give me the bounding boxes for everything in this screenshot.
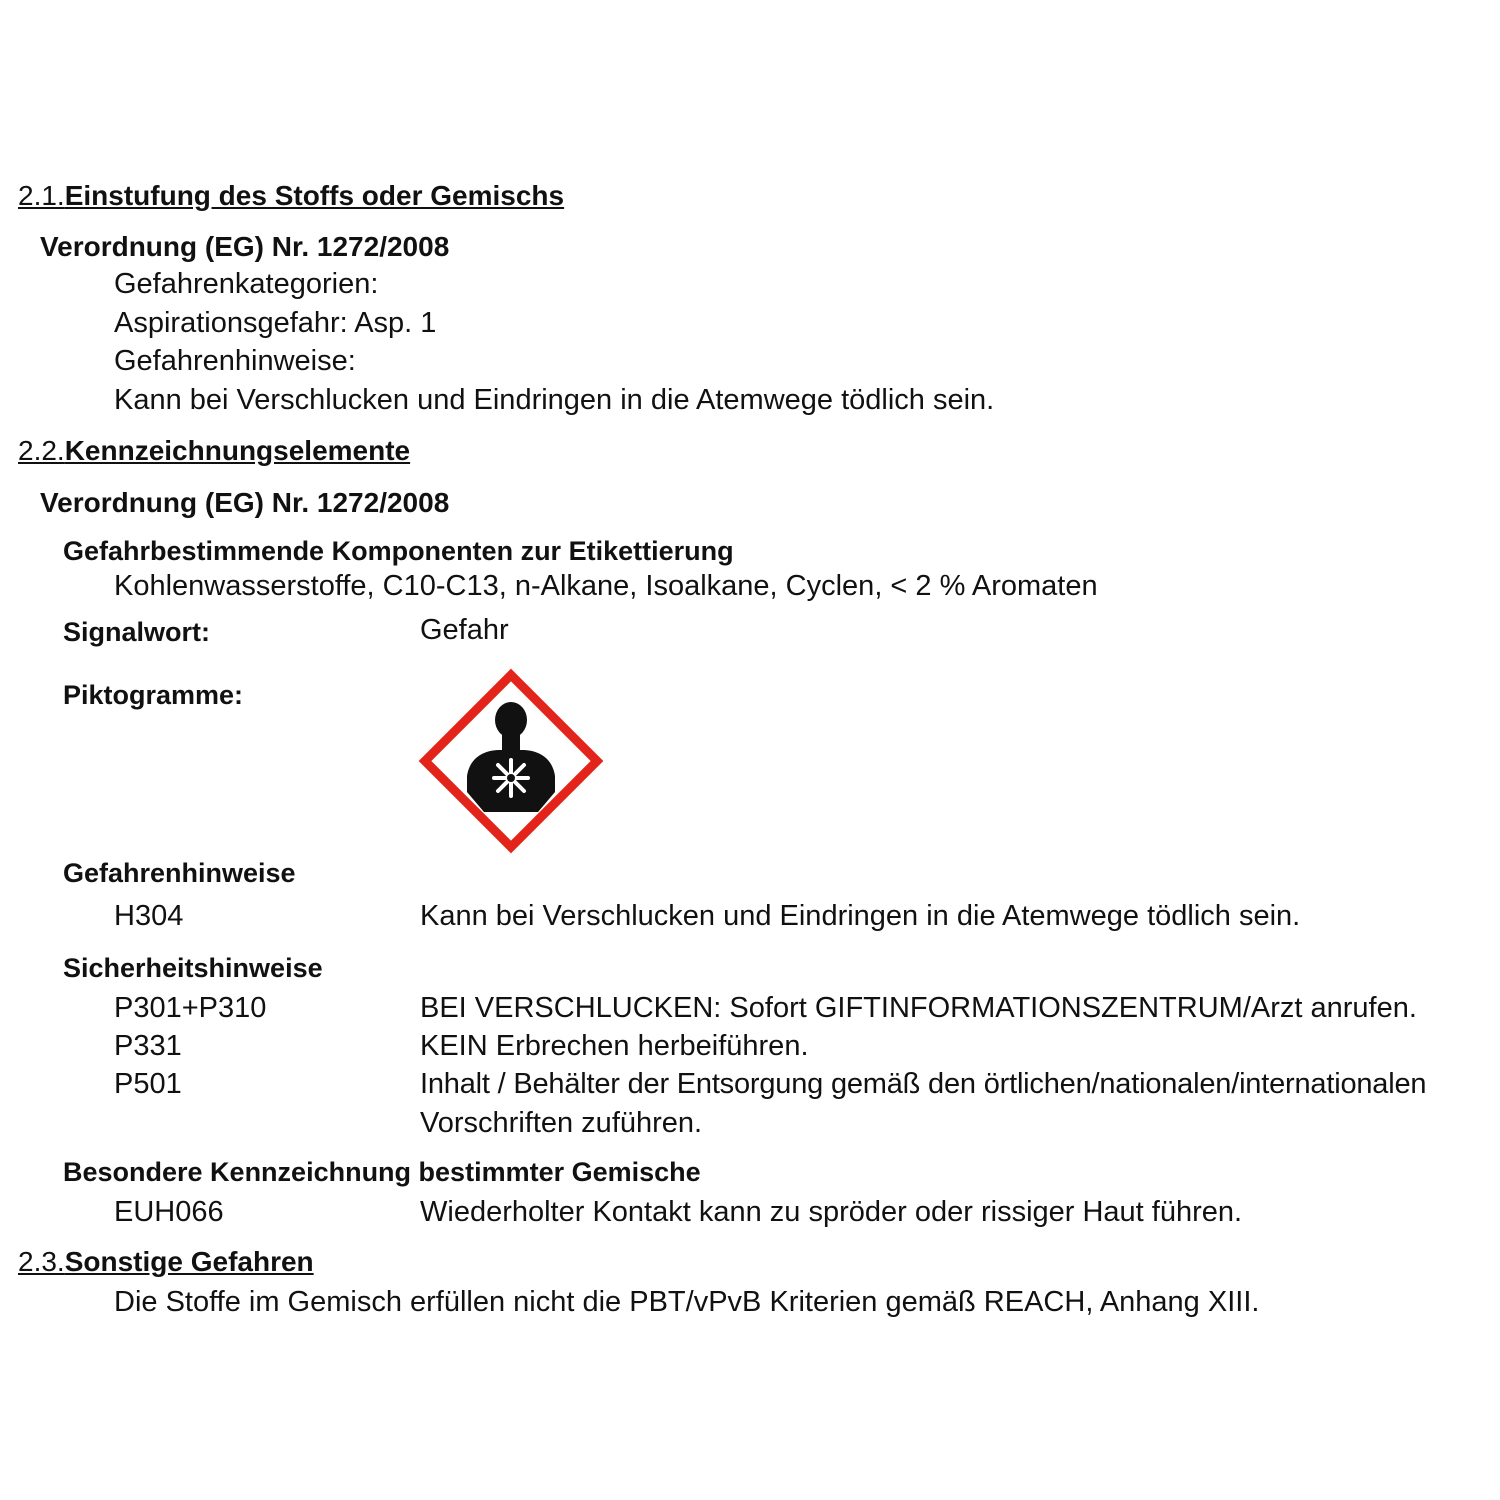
- section-title: Sonstige Gefahren: [64, 1246, 314, 1277]
- classification-line: Gefahrenhinweise:: [114, 345, 356, 377]
- other-hazards-text: Die Stoffe im Gemisch erfüllen nicht die PBT/vPvB Kriterien gemäß REACH, Anhang XIII.: [114, 1286, 1260, 1318]
- safety-code: P301+P310: [114, 992, 267, 1024]
- section-number: 2.3.: [18, 1246, 65, 1277]
- safety-text: BEI VERSCHLUCKEN: Sofort GIFTINFORMATIONSZENTRUM/Arzt anrufen.: [420, 992, 1417, 1024]
- safety-text-continued: Vorschriften zuführen.: [420, 1107, 703, 1139]
- safety-statements-heading: Sicherheitshinweise: [63, 953, 323, 983]
- classification-line: Kann bei Verschlucken und Eindringen in die Atemwege tödlich sein.: [114, 384, 995, 416]
- hazard-statements-heading: Gefahrenhinweise: [63, 858, 296, 888]
- special-labelling-heading: Besondere Kennzeichnung bestimmter Gemische: [63, 1157, 701, 1187]
- classification-line: Aspirationsgefahr: Asp. 1: [114, 307, 437, 339]
- regulation-label: Verordnung (EG) Nr. 1272/2008: [40, 231, 450, 262]
- section-2-3-heading: [18, 1246, 314, 1278]
- components-value: Kohlenwasserstoffe, C10-C13, n-Alkane, Isoalkane, Cyclen, < 2 % Aromaten: [114, 570, 1098, 602]
- safety-text: KEIN Erbrechen herbeiführen.: [420, 1030, 809, 1062]
- special-text: Wiederholter Kontakt kann zu spröder oder rissiger Haut führen.: [420, 1196, 1243, 1228]
- special-code: EUH066: [114, 1196, 224, 1228]
- regulation-label: Verordnung (EG) Nr. 1272/2008: [40, 487, 450, 518]
- section-number: 2.2.: [18, 435, 65, 466]
- section-2-2-heading: [18, 435, 410, 467]
- pictograms-label: Piktogramme:: [63, 680, 244, 710]
- safety-code: P501: [114, 1068, 182, 1100]
- health-hazard-ghs08-icon: [418, 668, 604, 854]
- section-number: 2.1.: [18, 180, 65, 211]
- hazard-text: Kann bei Verschlucken und Eindringen in die Atemwege tödlich sein.: [420, 900, 1301, 932]
- safety-code: P331: [114, 1030, 182, 1062]
- signal-word-label: Signalwort:: [63, 617, 210, 647]
- section-2-1-heading: [18, 180, 564, 212]
- safety-text: Inhalt / Behälter der Entsorgung gemäß den örtlichen/nationalen/internationalen: [420, 1068, 1427, 1100]
- classification-line: Gefahrenkategorien:: [114, 268, 379, 300]
- components-heading: Gefahrbestimmende Komponenten zur Etikettierung: [63, 536, 734, 566]
- signal-word-value: Gefahr: [420, 614, 509, 646]
- section-title: Kennzeichnungselemente: [64, 435, 411, 466]
- hazard-code: H304: [114, 900, 184, 932]
- section-title: Einstufung des Stoffs oder Gemischs: [64, 180, 565, 211]
